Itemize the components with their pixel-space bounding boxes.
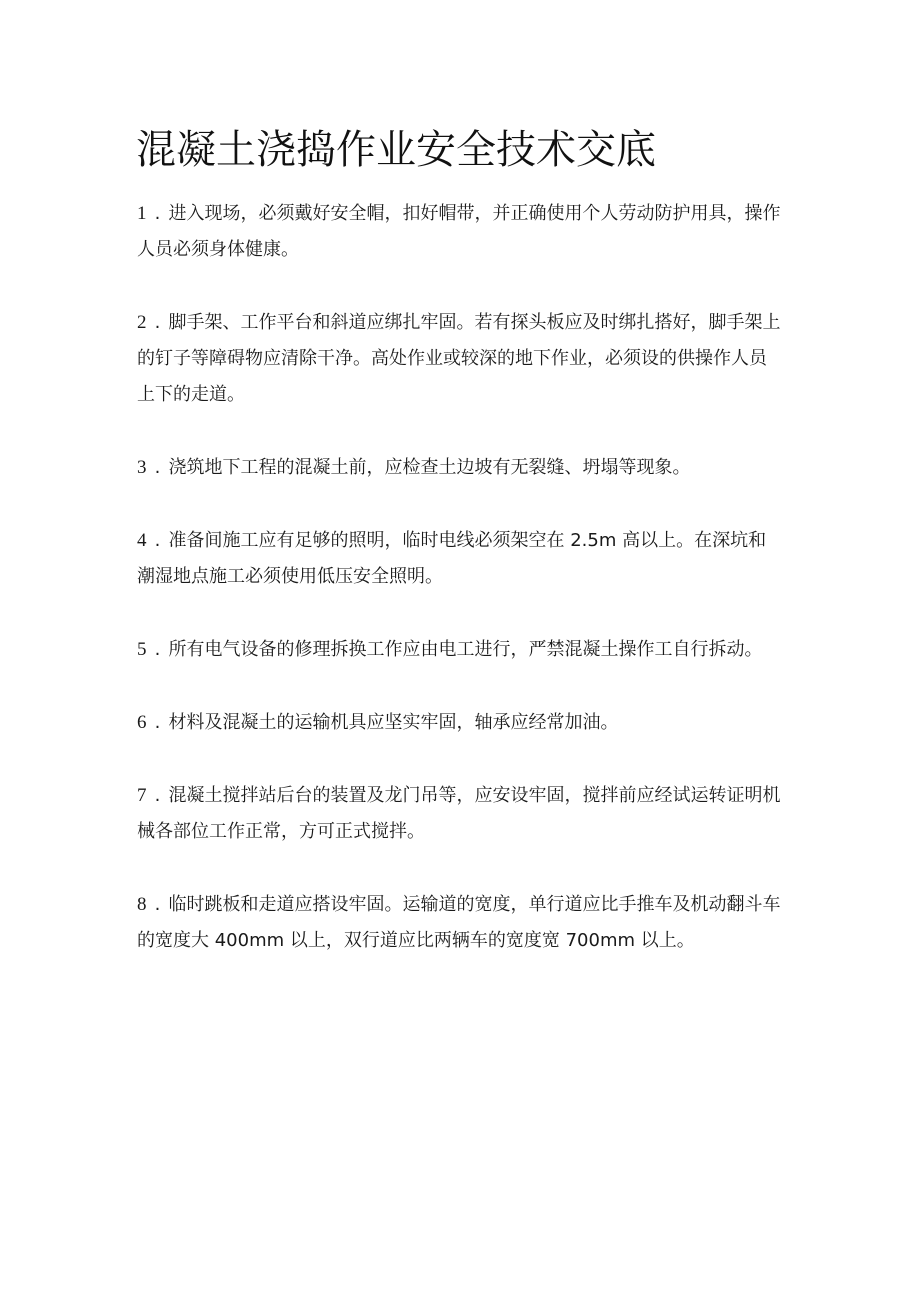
item-number: 4 xyxy=(137,530,147,551)
list-item xyxy=(137,523,781,595)
item-separator: . xyxy=(154,457,161,478)
item-text: 进入现场，必须戴好安全帽，扣好帽带，并正确使用个人劳动防护用具，操作人员必须身体健康。 xyxy=(137,203,781,260)
item-text: 脚手架、工作平台和斜道应绑扎牢固。若有探头板应及时绑扎搭好，脚手架上的钉子等障碍物应清除干净。高处作业或较深的地下作业，必须设的供操作人员上下的走道。 xyxy=(137,312,781,405)
item-separator: . xyxy=(154,785,161,806)
item-separator: . xyxy=(154,894,161,915)
list-item xyxy=(137,450,781,486)
list-item xyxy=(137,196,781,268)
item-number: 8 xyxy=(137,894,147,915)
document-title: 混凝土浇捣作业安全技术交底 xyxy=(136,127,656,173)
item-number: 6 xyxy=(137,712,147,733)
item-text: 浇筑地下工程的混凝土前，应检查土边坡有无裂缝、坍塌等现象。 xyxy=(168,457,691,478)
item-separator: . xyxy=(154,639,161,660)
list-item xyxy=(137,887,781,959)
item-text: 所有电气设备的修理拆换工作应由电工进行，严禁混凝土操作工自行拆动。 xyxy=(168,639,763,660)
item-text: 材料及混凝土的运输机具应坚实牢固，轴承应经常加油。 xyxy=(168,712,619,733)
item-separator: . xyxy=(154,530,161,551)
safety-items-list xyxy=(137,196,781,996)
list-item xyxy=(137,632,781,668)
item-text: 准备间施工应有足够的照明，临时电线必须架空在 2.5m 高以上。在深坑和潮湿地点施工必须使用低压安全照明。 xyxy=(137,530,767,587)
list-item xyxy=(137,778,781,850)
item-text: 临时跳板和走道应搭设牢固。运输道的宽度，单行道应比手推车及机动翻斗车的宽度大 400mm 以上，双行道应比两辆车的宽度宽 700mm 以上。 xyxy=(137,894,781,951)
item-separator: . xyxy=(154,712,161,733)
list-item xyxy=(137,305,781,413)
list-item xyxy=(137,705,781,741)
item-number: 1 xyxy=(137,203,147,224)
item-number: 7 xyxy=(137,785,147,806)
item-number: 3 xyxy=(137,457,147,478)
item-separator: . xyxy=(154,203,161,224)
item-separator: . xyxy=(154,312,161,333)
item-number: 2 xyxy=(137,312,147,333)
item-number: 5 xyxy=(137,639,147,660)
item-text: 混凝土搅拌站后台的装置及龙门吊等，应安设牢固，搅拌前应经试运转证明机械各部位工作正常，方可正式搅拌。 xyxy=(137,785,781,842)
